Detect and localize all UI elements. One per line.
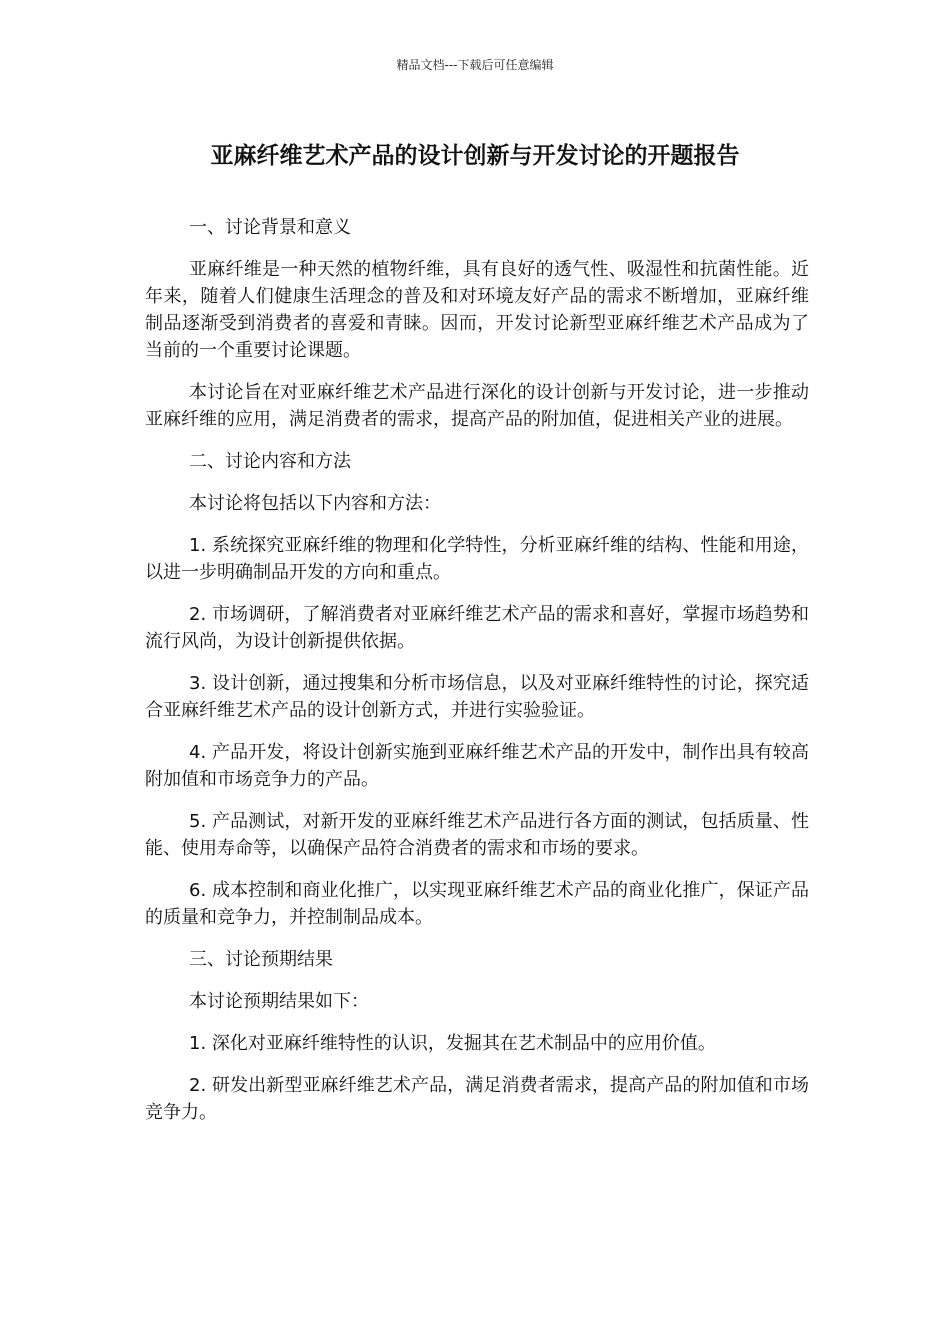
list-item-result-2: 2. 研发出新型亚麻纤维艺术产品，满足消费者需求，提高产品的附加值和市场竞争力。 — [145, 1075, 809, 1123]
paragraph-background-1: 亚麻纤维是一种天然的植物纤维，具有良好的透气性、吸湿性和抗菌性能。近年来，随着人们健康生活理念的普及和对环境友好产品的需求不断增加，亚麻纤维制品逐渐受到消费者的喜爱和青睐。因而，开发讨论新型亚麻纤维艺术产品成为了当前的一个重要讨论课题。 — [145, 259, 809, 361]
list-item-method-1: 1. 系统探究亚麻纤维的物理和化学特性，分析亚麻纤维的结构、性能和用途，以进一步明确制品开发的方向和重点。 — [145, 535, 809, 583]
paragraph-background-2: 本讨论旨在对亚麻纤维艺术产品进行深化的设计创新与开发讨论，进一步推动亚麻纤维的应用，满足消费者的需求，提高产品的附加值，促进相关产业的进展。 — [145, 382, 809, 430]
list-item-method-6: 6. 成本控制和商业化推广，以实现亚麻纤维艺术产品的商业化推广，保证产品的质量和竞争力，并控制制品成本。 — [145, 880, 809, 928]
list-item-method-2: 2. 市场调研，了解消费者对亚麻纤维艺术产品的需求和喜好，掌握市场趋势和流行风尚，为设计创新提供依据。 — [145, 604, 809, 652]
document-title: 亚麻纤维艺术产品的设计创新与开发讨论的开题报告 — [210, 143, 740, 169]
document-body — [145, 214, 809, 1141]
paragraph-results-intro: 本讨论预期结果如下： — [189, 991, 369, 1012]
list-item-result-1: 1. 深化对亚麻纤维特性的认识，发掘其在艺术制品中的应用价值。 — [189, 1033, 716, 1054]
paragraph-methods-intro: 本讨论将包括以下内容和方法： — [189, 493, 441, 514]
section-heading-background: 一、讨论背景和意义 — [189, 217, 351, 238]
list-item-method-4: 4. 产品开发，将设计创新实施到亚麻纤维艺术产品的开发中，制作出具有较高附加值和市场竞争力的产品。 — [145, 742, 809, 790]
list-item-method-3: 3. 设计创新，通过搜集和分析市场信息，以及对亚麻纤维特性的讨论，探究适合亚麻纤维艺术产品的设计创新方式，并进行实验验证。 — [145, 673, 809, 721]
section-heading-expected-results: 三、讨论预期结果 — [189, 949, 333, 970]
section-heading-content-methods: 二、讨论内容和方法 — [189, 451, 351, 472]
page-header: 精品文档---下载后可任意编辑 — [396, 58, 554, 72]
list-item-method-5: 5. 产品测试，对新开发的亚麻纤维艺术产品进行各方面的测试，包括质量、性能、使用寿命等，以确保产品符合消费者的需求和市场的要求。 — [145, 811, 809, 859]
